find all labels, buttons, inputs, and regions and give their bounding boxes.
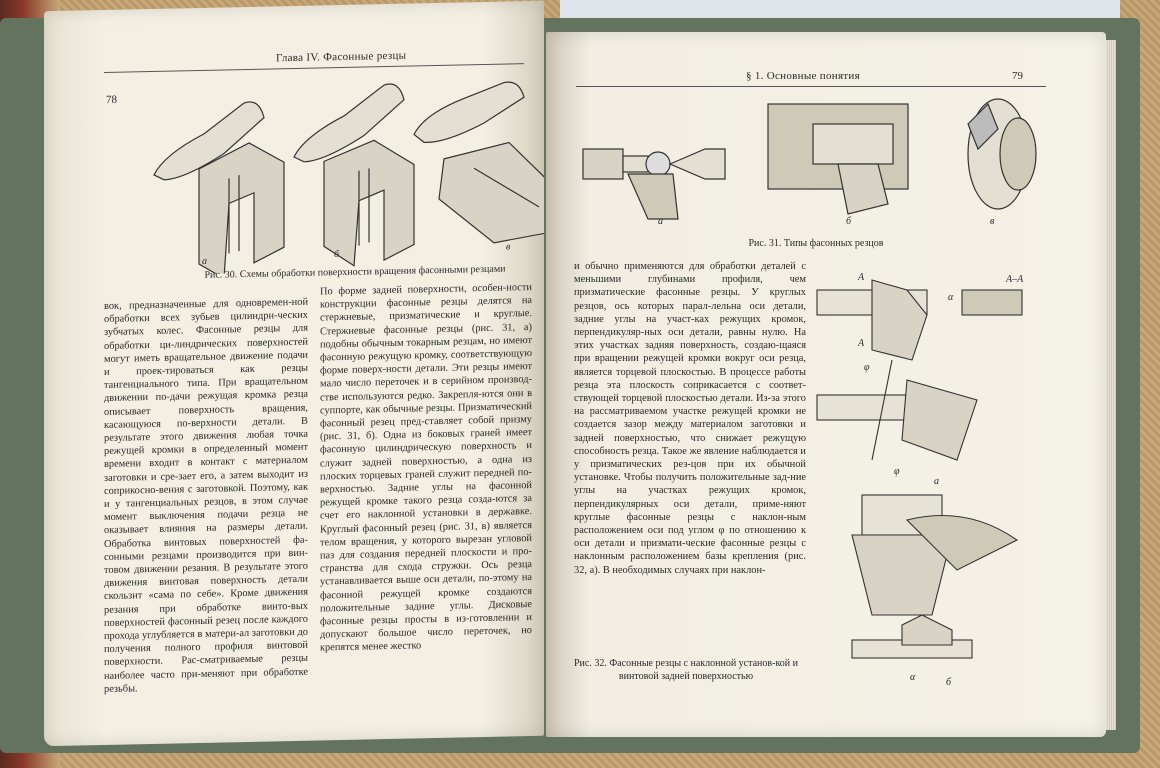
right-page-column: и обычно применяются для обработки деталей с меньшими глубинами профиля, чем призматические фасонные резцы. У круглых резцов, ось которых парал-лельна оси детали, задние углы на участ-ках режущих кромок, перпендикуляр-ных оси детали, равны нулю. На этих участках задняя поверхность, создаю-щаяся при вращении режущей кромки вокруг оси резца, является торцевой плоскостью. В процессе работы резца эта плоскость соприкасается с соответ-ствующей торцевой плоскостью детали. Из-за этого на рассматриваемом участке режущей кромки не создается зазор между материалом заготовки и задней поверхностью, что снижает режущую способность резца. Такое же явление наблюдается и у призматических рез-цов при их обычной установке. Чтобы получить положительные зад-ние углы на участках режущих кромок, перпендикулярных оси детали, приме-няют круглые фасонные резцы с наклон-ным расположением оси под углом φ по отношению к оси детали и призмати-ческие фасонные резцы с наклонным расположением базы крепления (рис. 32, а). В необходимых случаях при наклон- — [574, 261, 806, 576]
figure-31 — [578, 94, 1048, 244]
left-page-column-1: вок, предназначенные для одновремен-ной обработки всех зубьев цилиндри-ческих зубчатых колес. Фасонные резцы для обработки ци-линдрических поверхностей могут иметь вращательное движение подачи и проек-тироваться как резцы тангенциального типа. При вращательном движении по-дачи режущая кромка резца описывает поверхность вращения, касающуюся по-верхности детали. В результате этого движения любая точка режущей кромки в определенный момент времени входит в контакт с материалом заготовки и сре-зает его, а затем выходит из соприкосно-вения с заготовкой. Поэтому, как и у тангенциальных резцов, в этом случае момент выключения подачи резца не оказывает влияния на размеры детали. Обработка винтовых поверхностей фа-сонными резцами производится при вин-товом движении резания. В результате этого движения винтовая поверхность детали скользит «сама по себе». Кроме движения резания при обработке винто-вых поверхностей фасонный резец после каждого прохода углубляется в матери-ал заготовки до получения полного профиля винтовой поверхности. Рас-сматриваемые резцы наиболее часто при-меняют при обработке резьбы. — [104, 296, 308, 695]
page-number-right: 79 — [1012, 70, 1023, 82]
figure-31-drawing — [578, 94, 1048, 244]
figure-32 — [812, 260, 1032, 690]
fig32-label-A-bottom: А — [858, 338, 865, 349]
figure-32-drawing — [812, 260, 1032, 690]
figure-31-caption: Рис. 31. Типы фасонных резцов — [748, 238, 884, 249]
header-rule — [104, 63, 524, 73]
figure-30-caption: Рис. 30. Схемы обработки поверхности вращения фасонными резцами — [204, 263, 506, 281]
fig30-label-b: б — [334, 249, 340, 261]
fig32-label-a: а — [934, 476, 939, 487]
fig31-label-a: а — [658, 216, 663, 227]
page-number-left: 78 — [106, 93, 117, 106]
section-header: § 1. Основные понятия — [746, 70, 860, 82]
chapter-header: Глава IV. Фасонные резцы — [276, 49, 407, 65]
figure-30-drawing — [144, 77, 544, 275]
fig32-label-A-top: А — [858, 272, 865, 283]
fig30-label-v: в — [506, 241, 511, 253]
fig32-label-b: б — [946, 677, 952, 688]
right-page — [546, 32, 1106, 737]
fig32-label-alpha: α — [948, 292, 954, 303]
fig32-label-section: А–А — [1006, 274, 1024, 285]
fig32-label-alpha-2: α — [910, 672, 916, 683]
fig32-label-phi-1: φ — [864, 362, 870, 373]
fig31-label-v: в — [990, 216, 995, 227]
left-page — [44, 1, 544, 746]
figure-30 — [144, 77, 544, 275]
left-page-column-2: По форме задней поверхности, особен-ности конструкции фасонные резцы делятся на стержневые, призматические и круглые. Стержневые фасонные резцы (рис. 31, а) подобны обычным токарным резцам, но имеют фасонную режущую кромку, соответствующую форме поверх-ности детали. Эти резцы имеют мало число переточек и в серийном производ-стве используются редко. Закрепля-ются они в суппорте, как обычные резцы. Призматический фасонный резец пред-ставляет собой призму (рис. 31, б). Одна из боковых граней имеет фасонную цилиндрическую поверхность и служит задней поверхностью, а одна из плоских торцевых граней служит передней по-верхностью. Задние углы на фасонной режущей кромке такого резца созда-ются за счет его наклонной установки в державке. Круглый фасонный резец (рис. 31, в) является телом вращения, у которого вырезан угловой паз для создания передней плоскости и про-странства для схода стружки. Ось резца устанавливается выше оси детали, по-этому на фасонной режущей кромке создаются положительные задние углы. Дисковые фасонные резцы просты в из-готовлении и допускают большое число переточек, но крепятся менее жестко — [320, 282, 532, 654]
fig30-label-a: а — [202, 255, 207, 267]
fig32-label-phi-2: φ — [894, 466, 900, 477]
figure-32-caption: Рис. 32. Фасонные резцы с наклонной установ-кой и винтовой задней поверхностью — [573, 658, 799, 682]
fig31-label-b: б — [846, 216, 852, 227]
header-rule-right — [576, 86, 1046, 87]
